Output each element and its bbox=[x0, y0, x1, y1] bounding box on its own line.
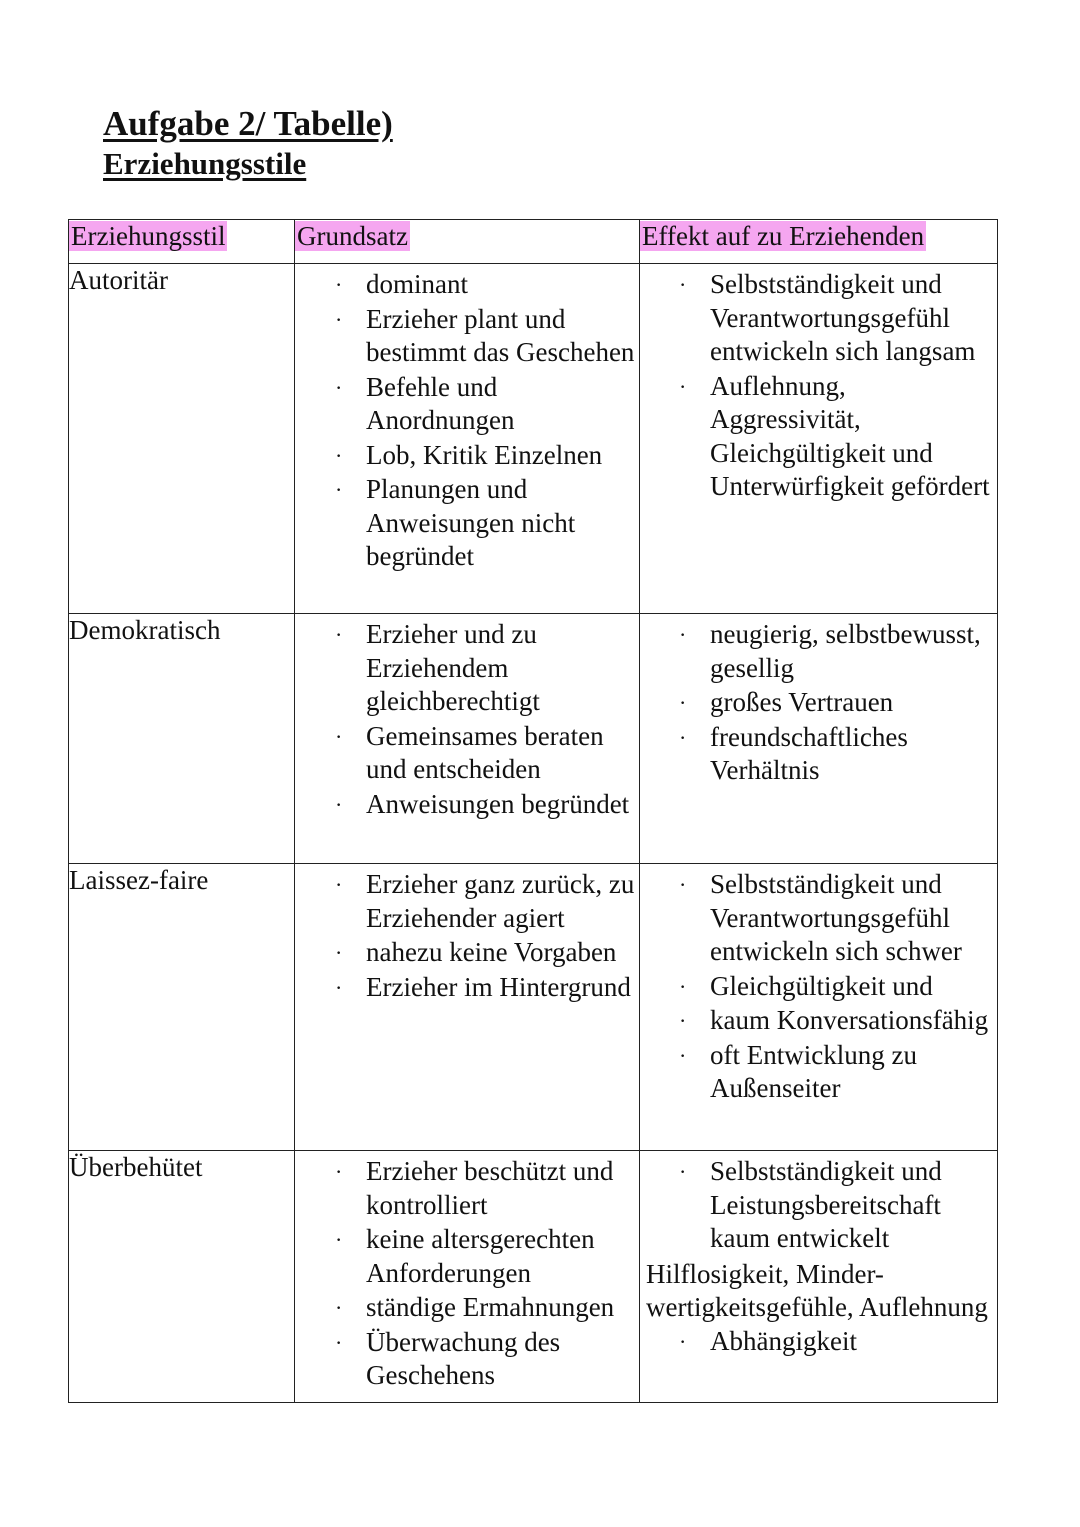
principle-cell bbox=[295, 864, 640, 1151]
bullet-icon: · bbox=[679, 272, 687, 297]
list-item bbox=[640, 721, 997, 788]
effect-cell bbox=[640, 1151, 998, 1403]
list-item-text: Abhängigkeit bbox=[710, 1325, 857, 1356]
header-cell-principle bbox=[295, 220, 640, 264]
list-item bbox=[640, 1155, 997, 1256]
list-item bbox=[640, 686, 997, 720]
header-label-effect: Effekt auf zu Erziehenden bbox=[642, 221, 925, 251]
list-item bbox=[295, 303, 639, 370]
list-item-text: Gleichgültigkeit und bbox=[710, 970, 933, 1001]
bullet-icon: · bbox=[679, 872, 687, 897]
effect-cell bbox=[640, 264, 998, 614]
bullet-icon: · bbox=[335, 1295, 343, 1320]
bullet-icon: · bbox=[335, 272, 343, 297]
table-row bbox=[69, 264, 998, 614]
list-item-text: großes Vertrauen bbox=[710, 687, 894, 717]
list-item bbox=[640, 970, 997, 1004]
list-item-text: keine altersgerechten Anforderungen bbox=[366, 1224, 595, 1288]
bullet-icon: · bbox=[335, 872, 343, 897]
list-item-text: Auflehnung, Aggressivität, Gleichgültigkeit und Unterwürfigkeit gefördert bbox=[710, 370, 990, 501]
bullet-icon: · bbox=[679, 1328, 687, 1354]
list-item bbox=[295, 1326, 639, 1393]
principle-list bbox=[295, 1151, 639, 1395]
list-item-text: ständige Ermahnungen bbox=[366, 1292, 615, 1322]
list-item-text: dominant bbox=[366, 269, 468, 299]
list-item bbox=[295, 720, 639, 787]
bullet-icon: · bbox=[679, 373, 687, 399]
bullet-icon: · bbox=[679, 724, 687, 750]
principle-list bbox=[295, 614, 639, 823]
list-item bbox=[640, 1039, 997, 1106]
style-name-cell: Laissez-faire bbox=[69, 864, 295, 1151]
list-item bbox=[640, 268, 997, 369]
principle-list bbox=[295, 264, 639, 576]
effect-list bbox=[640, 264, 997, 506]
style-name-cell: Autoritär bbox=[69, 264, 295, 614]
list-item bbox=[295, 371, 639, 438]
bullet-icon: · bbox=[679, 1159, 687, 1184]
table-row bbox=[69, 614, 998, 864]
list-item bbox=[640, 1004, 997, 1038]
bullet-icon: · bbox=[679, 973, 687, 999]
bullet-icon: · bbox=[335, 940, 343, 965]
style-name-cell: Demokratisch bbox=[69, 614, 295, 864]
list-item bbox=[640, 868, 997, 969]
bullet-icon: · bbox=[679, 622, 687, 647]
bullet-icon: · bbox=[335, 622, 343, 647]
list-item bbox=[295, 1291, 639, 1325]
header-label-principle: Grundsatz bbox=[297, 221, 408, 251]
list-item-text: Erzieher und zu Erziehendem gleichberechtigt bbox=[366, 619, 540, 716]
list-item-text: Planungen und Anweisungen nicht begründet bbox=[366, 474, 576, 571]
principle-cell bbox=[295, 264, 640, 614]
list-item bbox=[640, 1325, 997, 1359]
list-item bbox=[295, 439, 639, 473]
bullet-icon: · bbox=[335, 1329, 343, 1355]
header-cell-style bbox=[69, 220, 295, 264]
bullet-icon: · bbox=[335, 374, 343, 400]
list-item-text: Selbstständigkeit und Verantwortungsgefühl entwickeln sich langsam bbox=[710, 269, 976, 366]
table-row bbox=[69, 1151, 998, 1403]
list-item bbox=[295, 971, 639, 1005]
list-item-text: Gemeinsames beraten und entscheiden bbox=[366, 720, 604, 784]
list-item bbox=[295, 618, 639, 719]
document-subtitle: Erziehungsstile bbox=[103, 146, 307, 181]
education-styles-table bbox=[68, 219, 998, 1403]
bullet-icon: · bbox=[335, 442, 343, 468]
principle-cell bbox=[295, 614, 640, 864]
bullet-icon: · bbox=[335, 723, 343, 749]
list-item-text: Selbstständigkeit und Verantwortungsgefühl entwickeln sich schwer bbox=[710, 869, 962, 966]
effect-cell bbox=[640, 864, 998, 1151]
list-item-text: oft Entwicklung zu Außenseiter bbox=[710, 1039, 917, 1103]
header-label-style: Erziehungsstil bbox=[71, 221, 226, 251]
list-item bbox=[640, 618, 997, 685]
effect-list bbox=[640, 864, 997, 1108]
list-item-text: Erzieher plant und bestimmt das Geschehen bbox=[366, 303, 635, 367]
header-cell-effect bbox=[640, 220, 998, 264]
effect-list bbox=[640, 1325, 997, 1361]
bullet-icon: · bbox=[335, 1227, 343, 1252]
list-item-text: Erzieher ganz zurück, zu Erziehender agiert bbox=[366, 869, 635, 933]
principle-list bbox=[295, 864, 639, 1006]
bullet-icon: · bbox=[679, 1042, 687, 1068]
table-header-row bbox=[69, 220, 998, 264]
list-item-text: kaum Konversationsfähig bbox=[710, 1005, 989, 1035]
bullet-icon: · bbox=[335, 791, 343, 817]
list-item bbox=[295, 1155, 639, 1222]
style-name-cell: Überbehütet bbox=[69, 1151, 295, 1403]
list-item-text: freundschaftliches Verhältnis bbox=[710, 721, 908, 785]
list-item bbox=[295, 1223, 639, 1290]
list-item bbox=[295, 936, 639, 970]
table-row bbox=[69, 864, 998, 1151]
list-item bbox=[295, 473, 639, 574]
list-item-text: Erzieher im Hintergrund bbox=[366, 971, 631, 1002]
effect-list bbox=[640, 1151, 997, 1258]
list-item-text: Lob, Kritik Einzelnen bbox=[366, 439, 603, 470]
list-item-text: Überwachung des Geschehens bbox=[366, 1326, 561, 1390]
list-item-text: nahezu keine Vorgaben bbox=[366, 937, 617, 967]
bullet-icon: · bbox=[335, 1159, 343, 1184]
bullet-icon: · bbox=[335, 974, 343, 1000]
list-item bbox=[295, 268, 639, 302]
effect-plain-text: Hilflosigkeit, Minder-wertigkeitsgefühle, Auflehnung bbox=[646, 1258, 988, 1322]
bullet-icon: · bbox=[335, 477, 343, 502]
list-item bbox=[295, 868, 639, 935]
list-item bbox=[295, 788, 639, 822]
list-item-text: neugierig, selbstbewusst, gesellig bbox=[710, 619, 981, 683]
bullet-icon: · bbox=[335, 306, 343, 332]
list-item-text: Selbstständigkeit und Leistungsbereitschaft kaum entwickelt bbox=[710, 1156, 942, 1253]
list-item-text: Anweisungen begründet bbox=[366, 788, 630, 819]
list-item bbox=[640, 370, 997, 504]
principle-cell bbox=[295, 1151, 640, 1403]
list-item-text: Befehle und Anordnungen bbox=[366, 371, 515, 435]
effect-cell bbox=[640, 614, 998, 864]
document-title: Aufgabe 2/ Tabelle) bbox=[103, 104, 393, 143]
bullet-icon: · bbox=[679, 690, 687, 715]
bullet-icon: · bbox=[679, 1008, 687, 1033]
list-item-text: Erzieher beschützt und kontrolliert bbox=[366, 1156, 614, 1220]
effect-list bbox=[640, 614, 997, 790]
